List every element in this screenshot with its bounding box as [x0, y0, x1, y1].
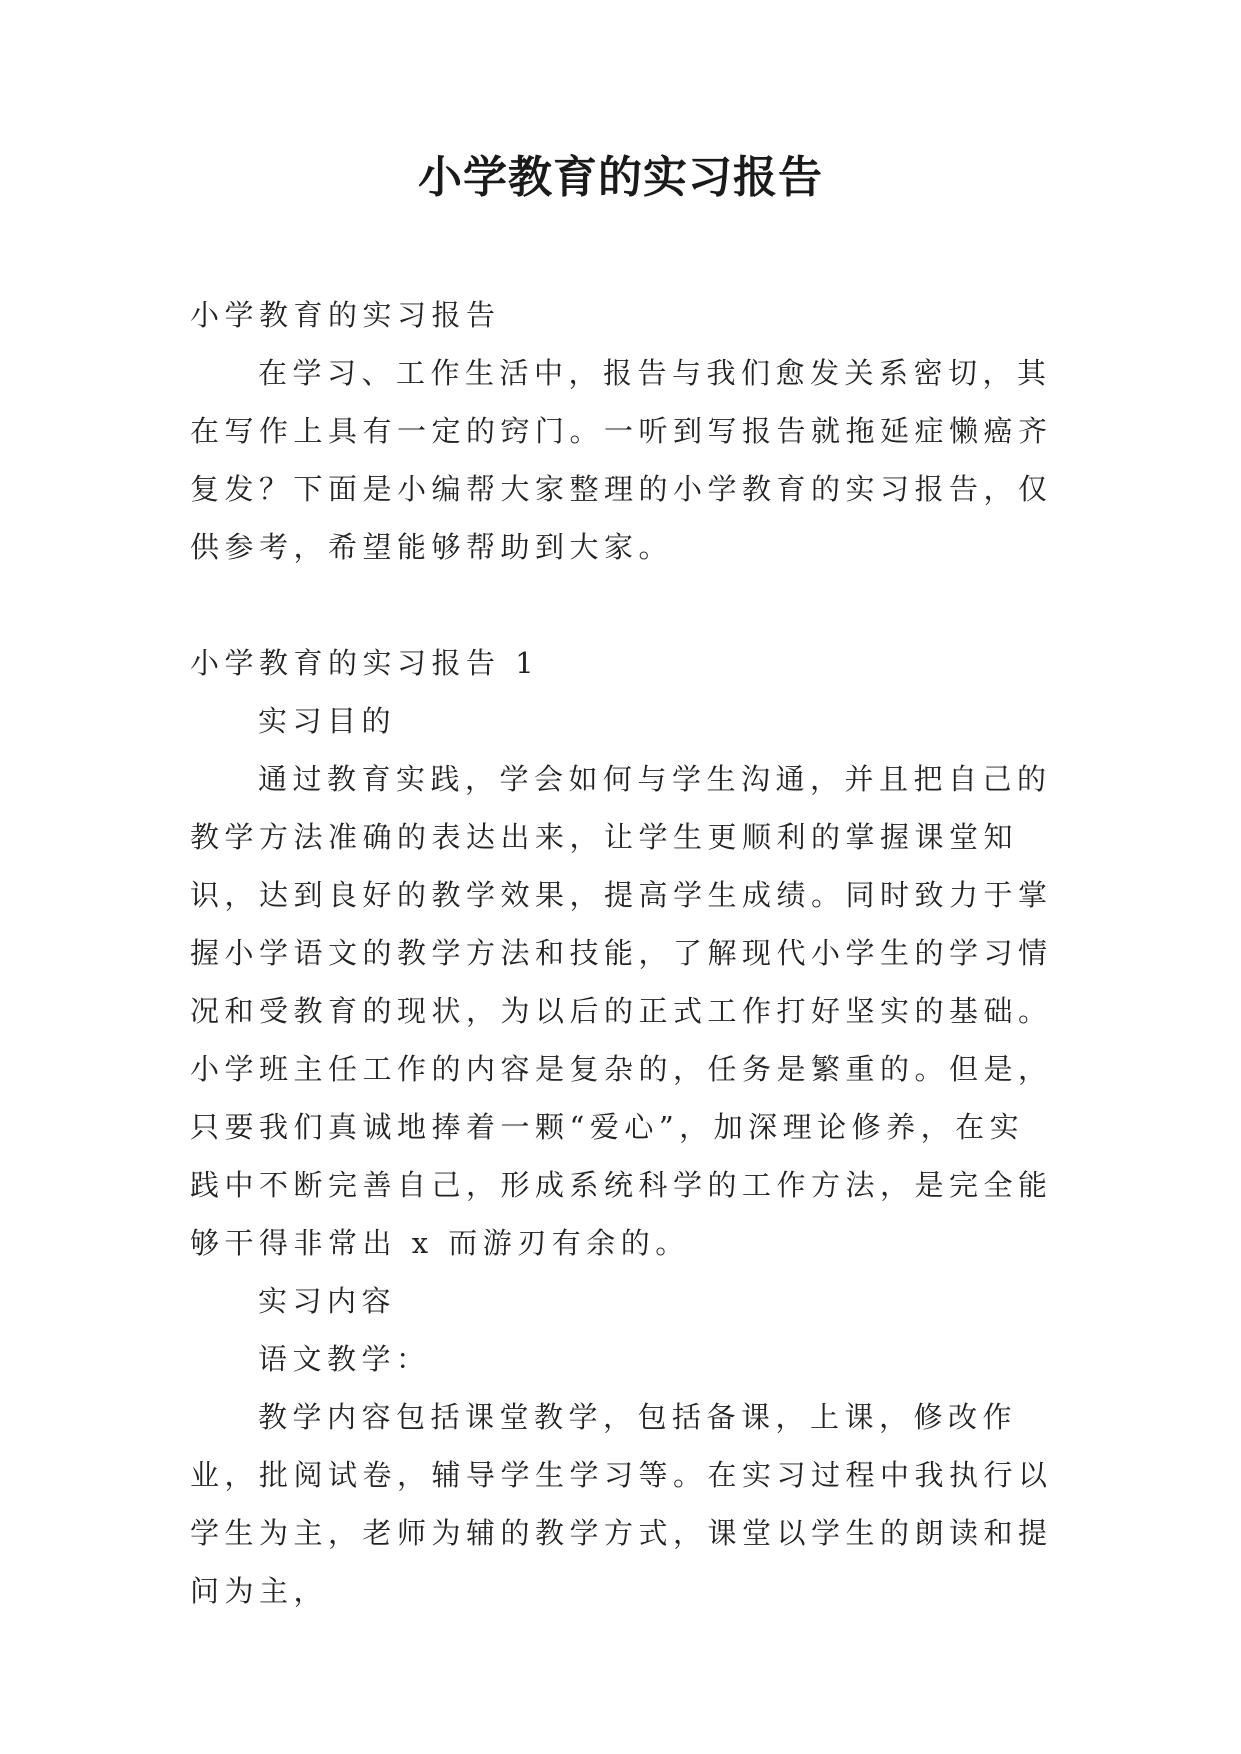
subtitle-paragraph: 小学教育的实习报告 [190, 298, 501, 332]
intro-paragraph: 在学习、工作生活中，报告与我们愈发关系密切，其在写作上具有一定的窍门。一听到写报告就拖延症懒癌齐复发？下面是小编帮大家整理的小学教育的实习报告，仅供参考，希望能够帮助到大家。 [190, 356, 1053, 564]
teaching-paragraph: 教学内容包括课堂教学，包括备课，上课，修改作业，批阅试卷，辅导学生学习等。在实习过程中我执行以学生为主，老师为辅的教学方式，课堂以学生的朗读和提问为主， [190, 1400, 1053, 1608]
purpose-paragraph: 通过教育实践，学会如何与学生沟通，并且把自己的教学方法准确的表达出来，让学生更顺利的掌握课堂知识，达到良好的教学效果，提高学生成绩。同时致力于掌握小学语文的教学方法和技能，了解现代小学生的学习情况和受教育的现状，为以后的正式工作打好坚实的基础。小学班主任工作的内容是复杂的，任务是繁重的。但是，只要我们真诚地捧着一颗“爱心”，加深理论修养，在实践中不断完善自己，形成系统科学的工作方法，是完全能够干得非常出 x 而游刃有余的。 [190, 762, 1053, 1260]
subheading-content: 实习内容 [258, 1284, 397, 1318]
document-title: 小学教育的实习报告 [418, 152, 823, 203]
section-heading: 小学教育的实习报告 1 [190, 646, 540, 680]
subheading-chinese-teaching: 语文教学： [258, 1342, 431, 1376]
subheading-purpose: 实习目的 [258, 704, 397, 738]
document-body [190, 286, 1058, 1620]
paragraph-spacer [190, 576, 1058, 634]
